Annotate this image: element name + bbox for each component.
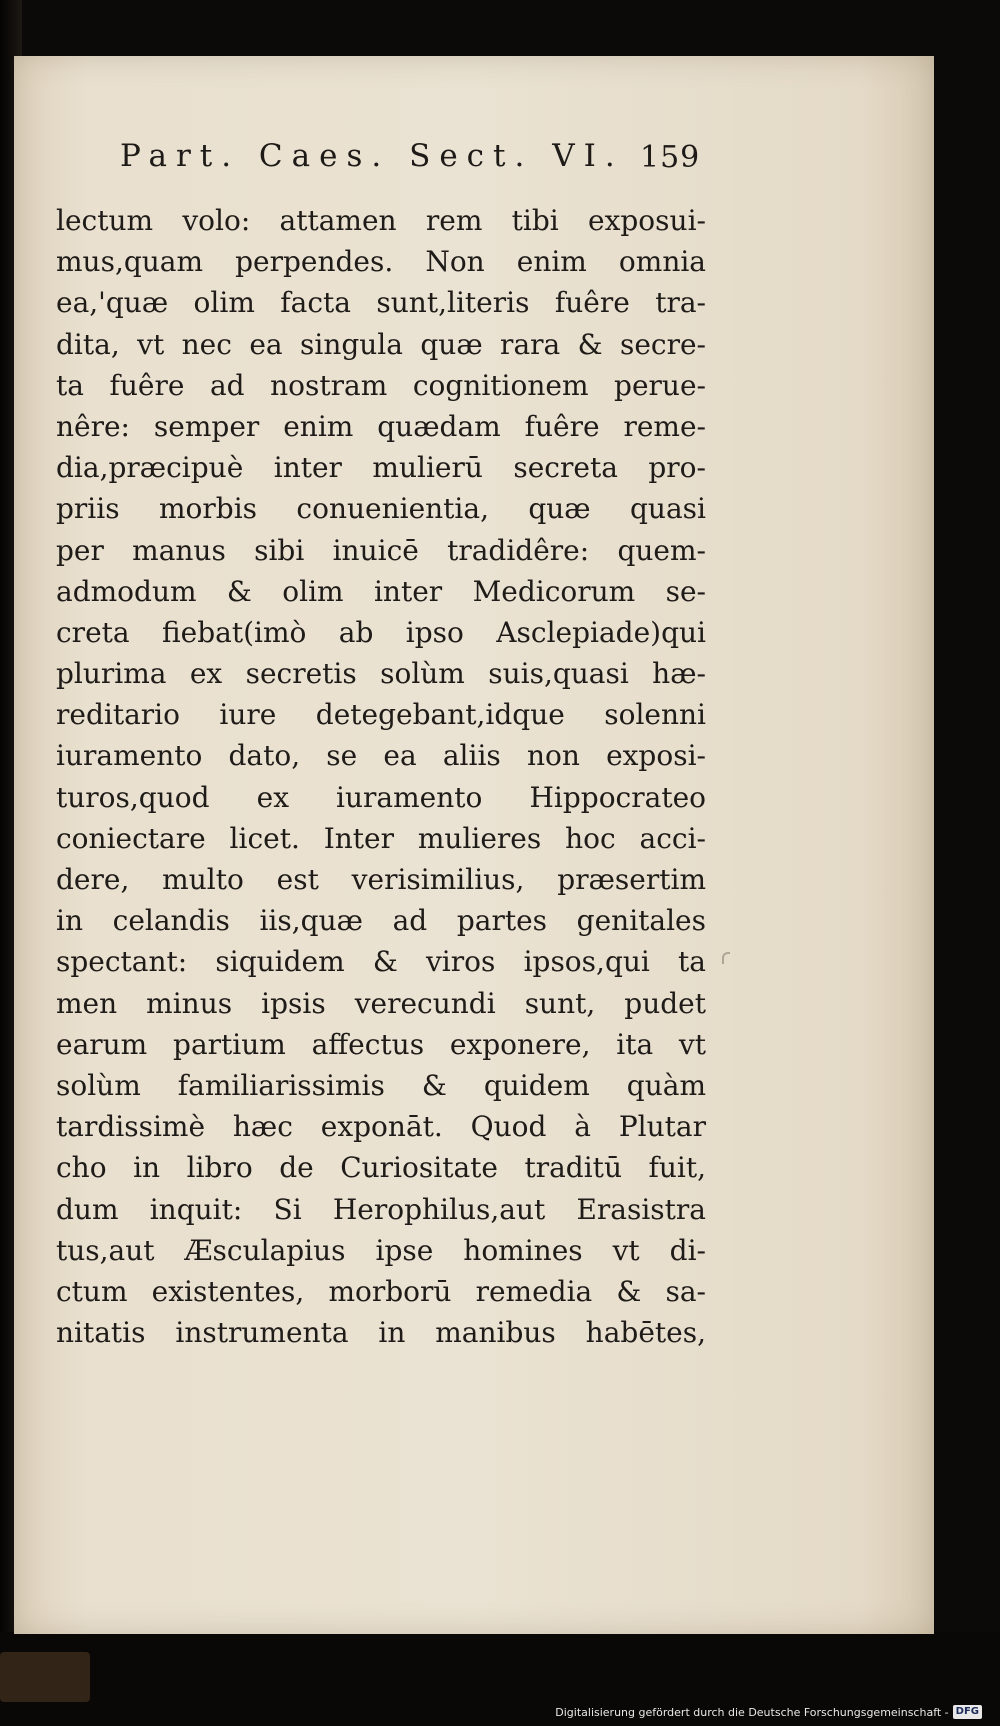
text-line: ta fuêre ad nostram cognitionem perue- [56,368,706,402]
text-line: tus,aut Æsculapius ipse homines vt di- [56,1233,706,1267]
text-line: coniectare licet. Inter mulieres hoc acci- [56,821,706,855]
text-line: admodum & olim inter Medicorum se- [56,574,706,608]
text-line: ea,'quæ olim facta sunt,literis fuêre tra- [56,286,706,320]
text-line: earum partium affectus exponere, ita vt [56,1027,706,1061]
running-head [120,138,720,184]
text-line: dia,præcipuè inter mulierū secreta pro- [56,451,706,485]
running-head-title: Part. Caes. Sect. VI. [120,138,624,174]
text-line: men minus ipsis verecundi sunt, pudet [56,986,706,1020]
text-line: dita, vt nec ea singula quæ rara & secre- [56,327,706,361]
text-line: priis morbis conuenientia, quæ quasi [56,492,706,526]
text-line: in celandis iis,quæ ad partes genitales [56,904,706,938]
text-line: dum inquit: Si Herophilus,aut Erasistra [56,1192,706,1226]
binding-edge [0,1652,90,1702]
text-line: per manus sibi inuicē tradidêre: quem- [56,533,706,567]
text-line: plurima ex secretis solùm suis,quasi hæ- [56,657,706,691]
text-line: mus,quam perpendes. Non enim omnia [56,245,706,279]
text-line: lectum volo: attamen rem tibi exposui- [56,204,706,237]
text-line: spectant: siquidem & viros ipsos,qui ta [56,945,706,979]
text-line: dere, multo est verisimilius, præsertim [56,863,706,896]
text-line: cho in libro de Curiositate traditū fuit, [56,1151,706,1185]
text-line: reditario iure detegebant,idque solenni [56,698,706,732]
margin-mark [722,952,730,964]
text-line: ctum existentes, morborū remedia & sa- [56,1274,706,1308]
text-line: iuramento dato, se ea aliis non exposi- [56,739,706,773]
text-line: tardissimè hæc exponāt. Quod à Plutar [56,1110,706,1144]
digitization-credit [555,1702,982,1722]
text-line: nitatis instrumenta in manibus habētes, [56,1316,706,1350]
page-number: 159 [640,140,701,175]
text-line: creta fiebat(imò ab ipso Asclepiade)qui [56,615,706,649]
body-text [56,200,706,1353]
text-line: nêre: semper enim quædam fuêre reme- [56,409,706,443]
dfg-logo: DFG [953,1705,982,1719]
text-line: turos,quod ex iuramento Hippocrateo [56,780,706,814]
text-line: solùm familiarissimis & quidem quàm [56,1068,706,1102]
credit-text: Digitalisierung gefördert durch die Deutsche Forschungsgemeinschaft - [555,1705,949,1719]
